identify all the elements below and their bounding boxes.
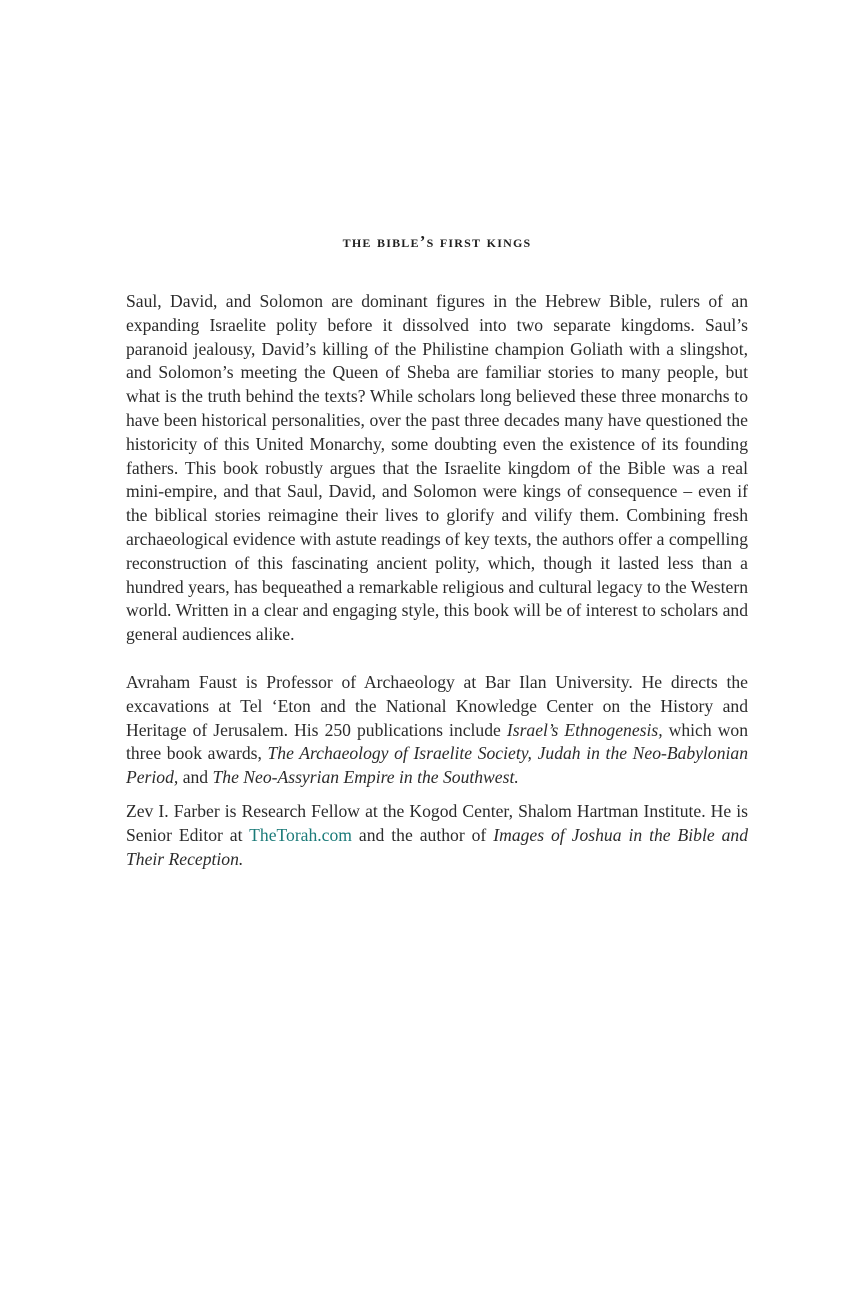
book-title: The Archaeology of Israelite Society, Judah in the Neo-Babylonian Period,	[126, 743, 748, 788]
bio-text: Zev I. Farber is Research Fellow at the Kogod Center, Shalom Hartman Institute. He is Senior Editor at	[126, 800, 748, 845]
page-title: the bible’s first kings	[342, 232, 532, 251]
thetorah-link[interactable]: TheTorah.com	[249, 824, 352, 845]
book-blurb: Saul, David, and Solomon are dominant figures in the Hebrew Bible, rulers of an expanding Israelite polity before it dissolved into two separate kingdoms. Saul’s paranoid jealousy, David’s killing of the Philistine champion Goliath with a slingshot, and Solomon’s meeting the Queen of Sheba are familiar stories to many people, but what is the truth behind the texts? While scholars long believed these three monarchs to have been historical personalities, over the past three decades many have questioned the historicity of this United Monarchy, some doubting even the existence of its founding fathers. This book robustly argues that the Israelite kingdom of the Bible was a real mini-empire, and that Saul, David, and Solomon were kings of consequence – even if the biblical stories reimagine their lives to glorify and vilify them. Combining fresh archaeological evidence with astute readings of key texts, the authors offer a compelling reconstruction of this fascinating ancient polity, which, though it lasted less than a hundred years, has bequeathed a remarkable religious and cultural legacy to the Western world. Written in a clear and engaging style, this book will be of interest to scholars and general audiences alike.	[126, 291, 748, 645]
bio-text: and the author of	[351, 824, 494, 845]
book-title: The Neo-Assyrian Empire in the Southwest.	[212, 767, 519, 788]
bio-text: and	[178, 767, 213, 788]
author-bio-farber	[126, 800, 748, 871]
bio-text: Avraham Faust is Professor of Archaeology at Bar Ilan University. He directs the excavations at Tel ‘Eton and the National Knowledge Center on the History and Heritage of Jerusalem. His 250 publications include	[126, 671, 748, 740]
page-content	[126, 232, 748, 871]
book-title: Israel’s Ethnogenesis,	[506, 719, 663, 740]
author-bio-faust	[126, 671, 748, 790]
bio-text: which won three book awards,	[126, 719, 749, 764]
book-title: Images of Joshua in the Bible and Their Reception.	[126, 824, 748, 869]
